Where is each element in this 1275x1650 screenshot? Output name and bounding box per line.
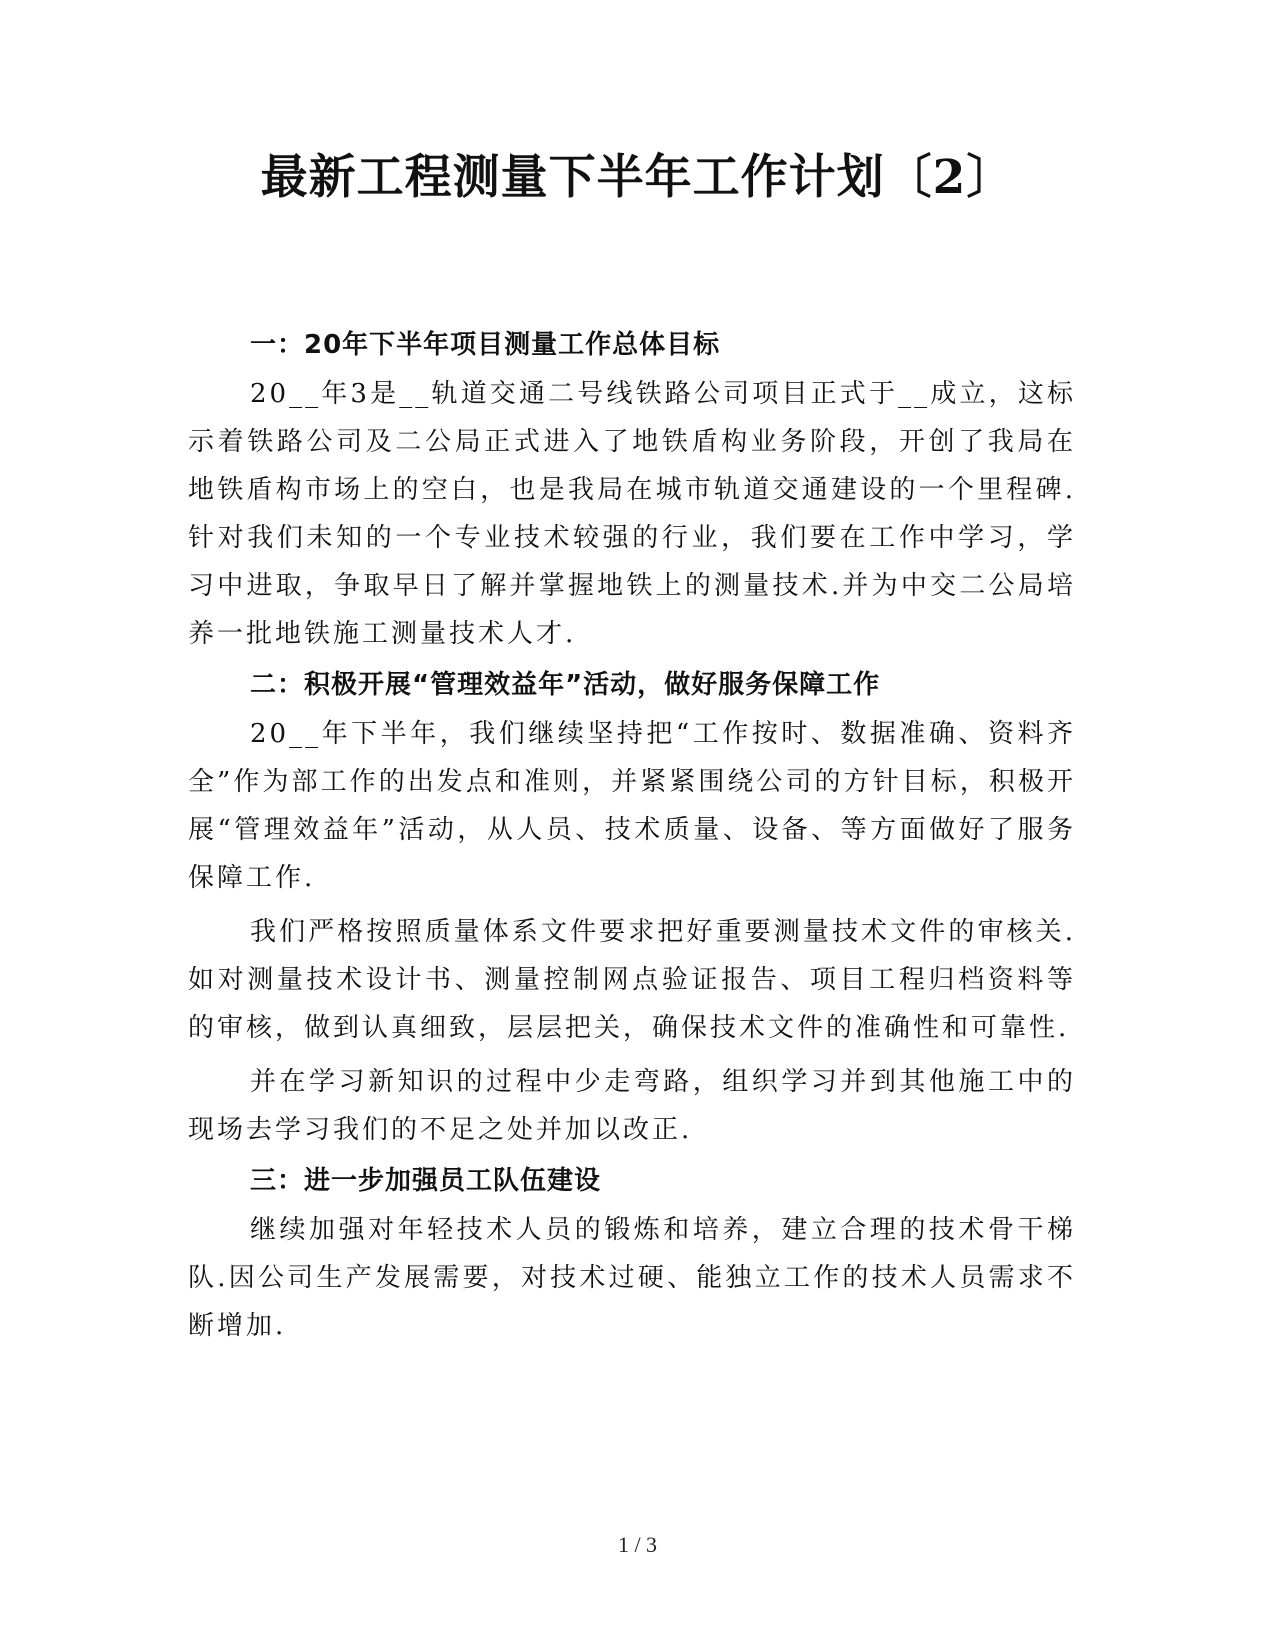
section-2 — [188, 662, 1076, 1154]
section-heading: 一：20年下半年项目测量工作总体目标 — [250, 330, 721, 360]
section-1 — [188, 322, 1076, 658]
page-number: 1 / 3 — [617, 1532, 658, 1557]
paragraph: 20__年下半年，我们继续坚持把“工作按时、数据准确、资料齐全”作为部工作的出发点和准则，并紧紧围绕公司的方针目标，积极开展“管理效益年”活动，从人员、技术质量、设备、等方面做好了服务保障工作. — [188, 719, 1076, 893]
section-heading: 二：积极开展“管理效益年”活动，做好服务保障工作 — [250, 670, 881, 700]
document-title: 最新工程测量下半年工作计划〔2〕 — [260, 150, 1015, 205]
paragraph: 并在学习新知识的过程中少走弯路，组织学习并到其他施工中的现场去学习我们的不足之处并加以改正. — [188, 1067, 1076, 1145]
paragraph: 继续加强对年轻技术人员的锻炼和培养，建立合理的技术骨干梯队.因公司生产发展需要，对技术过硬、能独立工作的技术人员需求不断增加. — [188, 1215, 1076, 1341]
paragraph: 我们严格按照质量体系文件要求把好重要测量技术文件的审核关.如对测量技术设计书、测量控制网点验证报告、项目工程归档资料等的审核，做到认真细致，层层把关，确保技术文件的准确性和可靠性. — [188, 917, 1076, 1043]
section-heading: 三：进一步加强员工队伍建设 — [250, 1166, 602, 1196]
document-body — [188, 322, 1076, 1354]
section-3 — [188, 1158, 1076, 1350]
paragraph: 20__年3是__轨道交通二号线铁路公司项目正式于__成立，这标示着铁路公司及二公局正式进入了地铁盾构业务阶段，开创了我局在地铁盾构市场上的空白，也是我局在城市轨道交通建设的一个里程碑.针对我们未知的一个专业技术较强的行业，我们要在工作中学习，学习中进取，争取早日了解并掌握地铁上的测量技术.并为中交二公局培养一批地铁施工测量技术人才. — [188, 379, 1076, 649]
